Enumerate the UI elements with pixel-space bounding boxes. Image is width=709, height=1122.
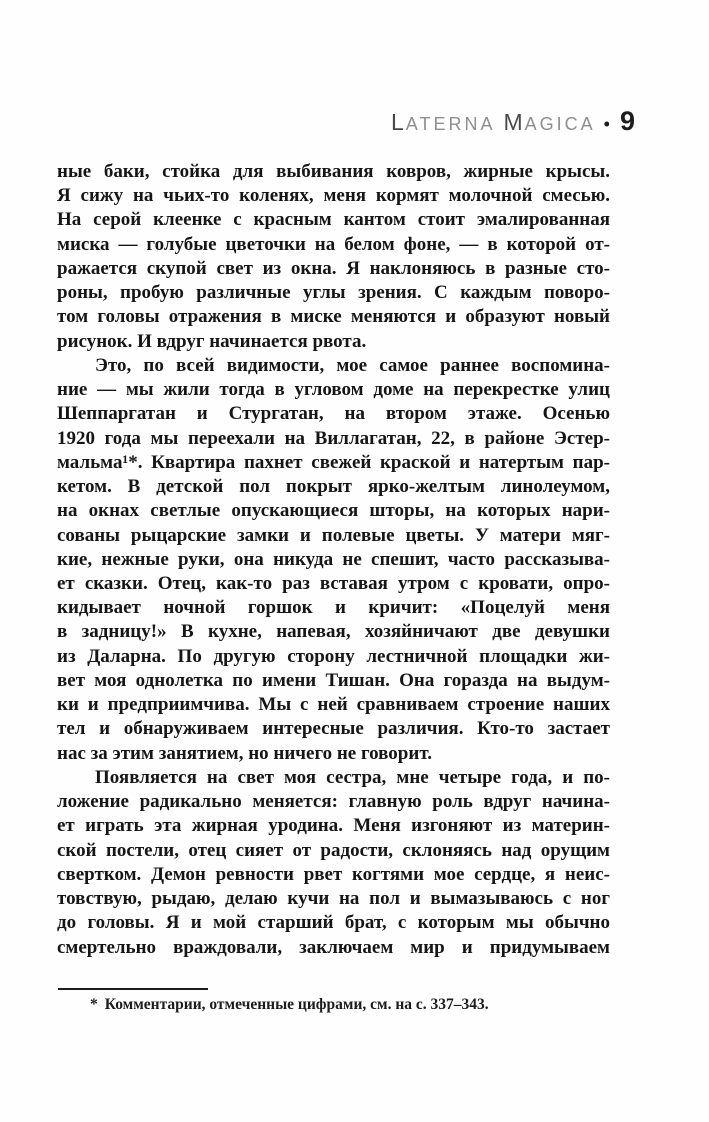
text-line: в задницу!» В кухне, напевая, хозяйничают две девушки [57,621,610,643]
text-line: рисунок. И вдруг начинается рвота. [57,330,367,352]
text-line: На серой клеенке с красным кантом стоит эмалированная [57,209,610,231]
text-line: ные баки, стойка для выбивания ковров, жирные крысы. [57,161,610,182]
text-line: миска — голубые цветочки на белом фоне, — в которой от- [57,233,610,255]
footnote-marker: * [90,996,98,1013]
text-line: Я сижу на чьих-то коленях, меня кормят молочной смесью. [57,185,610,207]
footnote-text: Комментарии, отмеченные цифрами, см. на с. 337–343. [104,996,489,1013]
text-line: роны, пробую различные углы зрения. С каждым поворо- [57,282,610,304]
header-bullet-separator: • [603,114,610,134]
text-line: ражается скупой свет из окна. Я наклоняюсь в разные сто- [57,257,610,279]
paragraph [57,160,610,354]
text-line: ние — мы жили тогда в угловом доме на перекрестке улиц [57,379,610,401]
text-line: ет играть эта жирная уродина. Меня изгоняют из материн- [57,815,610,837]
text-line: свертком. Демон ревности рвет когтями мое сердце, я неис- [57,863,610,885]
text-line: ет сказки. Отец, как-то раз вставая утром с кровати, опро- [57,572,610,594]
text-line: до головы. Я и мой старший брат, с которым мы обычно [57,912,610,934]
paragraph [57,354,610,766]
text-line: смертельно враждовали, заключаем мир и придумываем [57,936,610,958]
text-line: тел и обнаруживаем интересные различия. Кто-то застает [57,718,610,740]
text-line: ки и предприимчива. Мы с ней сравниваем строение наших [57,694,610,716]
header-word2-initial: M [503,109,525,135]
text-line: 1920 года мы переехали на Виллагатан, 22, в районе Эстер- [57,427,610,449]
body-text [57,160,610,960]
header-word1-rest: ATERNA [405,114,496,134]
text-line: нас за этим занятием, но ничего не говорит. [57,742,432,764]
text-line: кетом. В детской пол покрыт ярко-желтым линолеумом, [57,476,610,498]
running-header [57,106,635,137]
text-line: Шеппаргатан и Стургатан, на втором этаже. Осенью [57,403,610,425]
text-line: кие, нежные руки, она никуда не спешит, часто рассказыва- [57,548,610,570]
footnote-divider [58,988,208,990]
text-line: на окнах светлые опускающиеся шторы, на которых нари- [57,500,610,522]
text-line: из Даларна. По другую сторону лестничной площадки жи- [57,645,610,667]
text-line: ложение радикально меняется: главную роль вдруг начина- [57,791,610,813]
text-line: ской постели, отец сияет от радости, склоняясь над орущим [57,839,610,861]
header-word2-rest: AGICA [524,114,596,134]
text-line: Это, по всей видимости, мое самое раннее воспомина- [95,354,610,376]
text-line: кидывает ночной горшок и кричит: «Поцелуй меня [57,597,610,619]
header-word1-initial: L [390,109,406,135]
text-line: сованы рыцарские замки и полевые цветы. У матери мяг- [57,524,610,546]
page-number: 9 [619,106,635,136]
text-line: мальма¹*. Квартира пахнет свежей краской и натертым пар- [57,451,610,473]
text-line: том головы отражения в миске меняются и образуют новый [57,306,610,328]
text-line: Появляется на свет моя сестра, мне четыре года, и по- [95,766,610,788]
paragraph [57,766,610,960]
text-line: товствую, рыдаю, делаю кучи на пол и вымазываюсь с ног [57,888,610,910]
text-line: вет моя однолетка по имени Тишан. Она горазда на выдум- [57,669,610,691]
footnote [57,996,610,1014]
